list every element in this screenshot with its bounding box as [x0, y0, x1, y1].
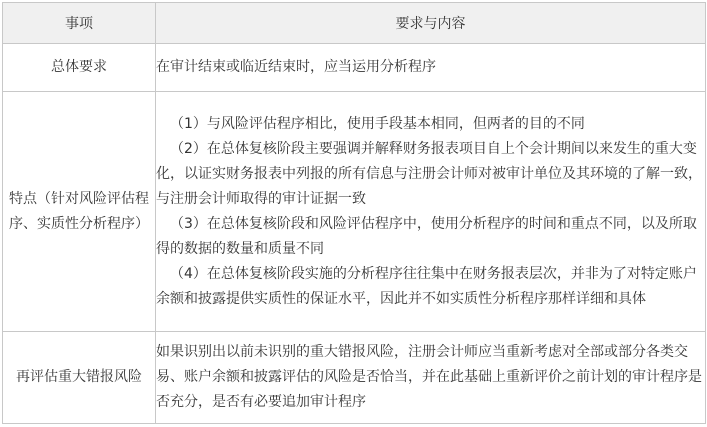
feature-item-3: （3）在总体复核阶段和风险评估程序中，使用分析程序的时间和重点不同，以及所取得的数据的数量和质量不同	[156, 215, 697, 257]
row-label-overall: 总体要求	[3, 44, 156, 92]
header-item: 事项	[3, 3, 156, 44]
row-label-features: 特点（针对风险评估程序、实质性分析程序）	[3, 92, 156, 332]
table-row-reassess	[3, 332, 706, 424]
row-content-features	[156, 92, 706, 332]
feature-item-2: （2）在总体复核阶段主要强调并解释财务报表项目自上个会计期间以来发生的重大变化，以证实财务报表中列报的所有信息与注册会计师对被审计单位及其环境的了解一致，与注册会计师取得的审计证据一致	[156, 140, 702, 207]
feature-item-4: （4）在总体复核阶段实施的分析程序往往集中在财务报表层次，并非为了对特定账户余额和披露提供实质性的保证水平，因此并不如实质性分析程序那样详细和具体	[156, 265, 697, 307]
header-content: 要求与内容	[156, 3, 706, 44]
row-label-reassess: 再评估重大错报风险	[3, 332, 156, 424]
row-content-reassess: 如果识别出以前未识别的重大错报风险，注册会计师应当重新考虑对全部或部分各类交易、账户余额和披露评估的风险是否恰当，并在此基础上重新评价之前计划的审计程序是否充分，是否有必要追加审计程序	[156, 332, 706, 424]
row-content-overall: 在审计结束或临近结束时，应当运用分析程序	[156, 44, 706, 92]
feature-item-1: （1）与风险评估程序相比，使用手段基本相同，但两者的目的不同	[170, 115, 585, 132]
table-row-features	[3, 92, 706, 332]
table-row-overall	[3, 44, 706, 92]
analytical-procedures-table	[2, 2, 706, 424]
table-header-row	[3, 3, 706, 44]
